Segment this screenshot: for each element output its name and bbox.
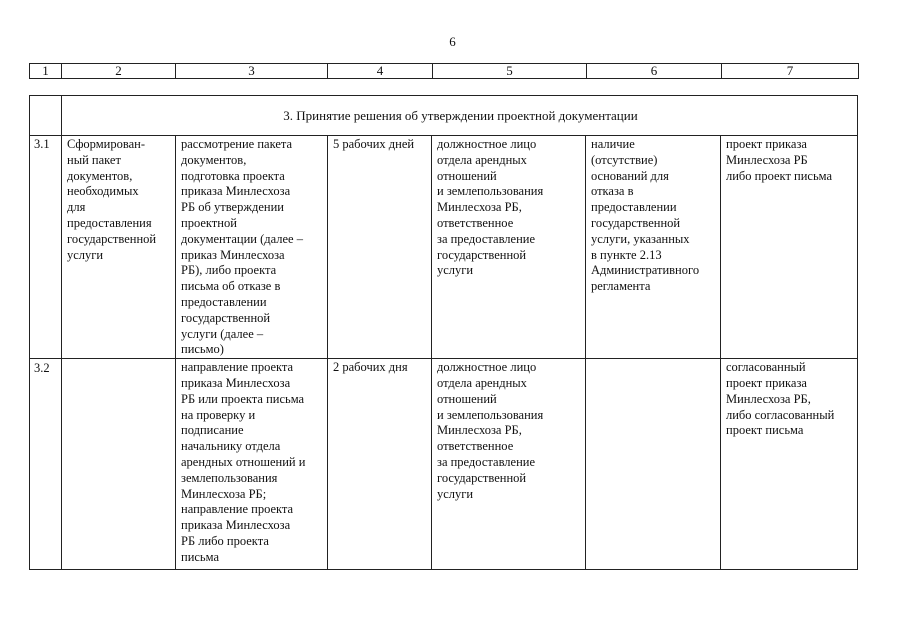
header-col-5: 5	[433, 64, 587, 79]
column-numbers-header	[29, 63, 859, 79]
row-result: согласованный проект приказа Минлесхоза РБ, либо согласованный проект письма	[721, 359, 858, 570]
row-responsible: должностное лицо отдела арендных отношений и землепользования Минлесхоза РБ, ответственное за предоставление государственной услуги	[432, 136, 586, 359]
header-col-6: 6	[587, 64, 722, 79]
row-action: рассмотрение пакета документов, подготовка проекта приказа Минлесхоза РБ об утверждении проектной документации (далее – приказ Минлесхоза РБ), либо проекта письма об отказе в предоставлении государственной услуги (далее – письмо)	[176, 136, 328, 359]
table-row	[30, 136, 858, 359]
row-duration: 2 рабочих дня	[328, 359, 432, 570]
procedure-table	[29, 95, 858, 570]
row-number: 3.1	[30, 136, 62, 359]
section-title: 3. Принятие решения об утверждении проектной документации	[62, 96, 858, 136]
section-empty-cell	[30, 96, 62, 136]
row-responsible: должностное лицо отдела арендных отношений и землепользования Минлесхоза РБ, ответственное за предоставление государственной услуги	[432, 359, 586, 570]
header-col-1: 1	[30, 64, 62, 79]
row-result: проект приказа Минлесхоза РБ либо проект письма	[721, 136, 858, 359]
row-criteria: наличие (отсутствие) оснований для отказа в предоставлении государственной услуги, указанных в пункте 2.13 Административного регламента	[586, 136, 721, 359]
row-number: 3.2	[30, 359, 62, 570]
row-input-documents: Сформирован- ный пакет документов, необходимых для предоставления государственной услуги	[62, 136, 176, 359]
row-criteria	[586, 359, 721, 570]
row-action: направление проекта приказа Минлесхоза РБ или проекта письма на проверку и подписание начальнику отдела арендных отношений и землепользования Минлесхоза РБ; направление проекта приказа Минлесхоза РБ либо проекта письма	[176, 359, 328, 570]
header-col-2: 2	[62, 64, 176, 79]
row-duration: 5 рабочих дней	[328, 136, 432, 359]
header-col-4: 4	[328, 64, 433, 79]
row-input-documents	[62, 359, 176, 570]
header-col-7: 7	[722, 64, 859, 79]
page-number: 6	[449, 34, 456, 49]
header-row	[30, 64, 859, 79]
table-row	[30, 359, 858, 570]
section-row	[30, 96, 858, 136]
header-col-3: 3	[176, 64, 328, 79]
